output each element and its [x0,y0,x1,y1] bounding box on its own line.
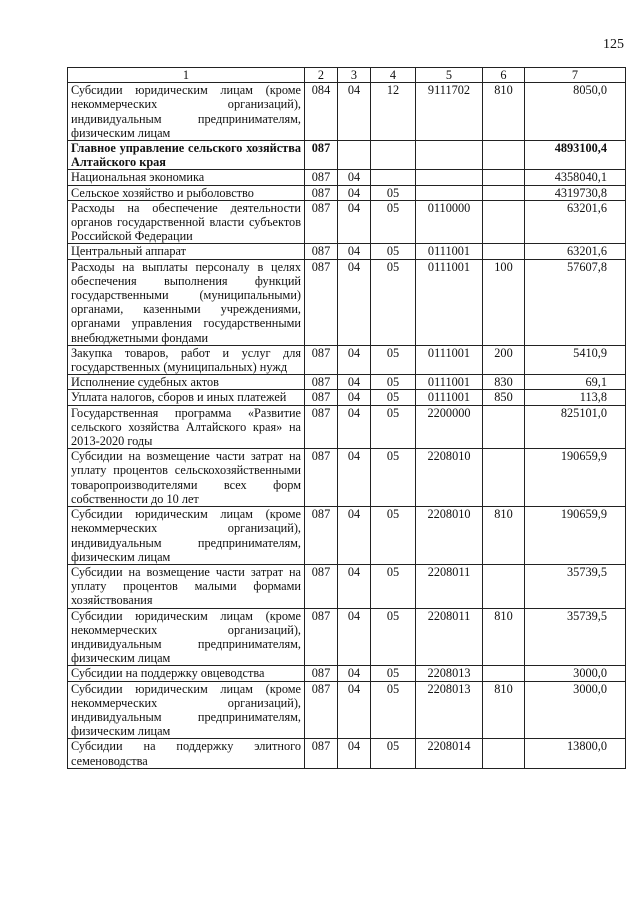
amount-cell: 190659,9 [525,507,626,565]
column-header: 6 [483,68,525,83]
subsection-code-cell: 05 [371,405,416,449]
table-row [68,185,626,200]
amount-cell: 63201,6 [525,244,626,259]
ministry-code-cell: 087 [305,170,338,185]
subsection-code-cell: 05 [371,449,416,507]
table-row [68,200,626,244]
row-name-cell: Государственная программа «Развитие сельского хозяйства Алтайского края» на 2013-2020 годы [68,405,305,449]
ministry-code-cell: 087 [305,244,338,259]
expense-type-cell [483,666,525,681]
section-code-cell: 04 [338,375,371,390]
row-name-cell: Субсидии на поддержку элитного семеноводства [68,739,305,768]
ministry-code-cell: 087 [305,185,338,200]
table-row [68,564,626,608]
row-name-cell: Национальная экономика [68,170,305,185]
ministry-code-cell: 087 [305,345,338,374]
amount-cell: 69,1 [525,375,626,390]
row-name-cell: Субсидии юридическим лицам (кроме некоммерческих организаций), индивидуальным предпринимателям, физическим лицам [68,507,305,565]
target-article-cell: 2208014 [416,739,483,768]
row-name-cell: Уплата налогов, сборов и иных платежей [68,390,305,405]
row-name-cell: Субсидии на возмещение части затрат на уплату процентов сельскохозяйственными товаропроизводителями всех форм собственности до 10 лет [68,449,305,507]
expense-type-cell: 810 [483,83,525,141]
section-code-cell: 04 [338,681,371,739]
table-row [68,608,626,666]
subsection-code-cell: 05 [371,681,416,739]
amount-cell: 4893100,4 [525,141,626,170]
column-header: 4 [371,68,416,83]
table-row [68,83,626,141]
section-code-cell [338,141,371,170]
subsection-code-cell [371,170,416,185]
amount-cell: 825101,0 [525,405,626,449]
target-article-cell: 2208011 [416,564,483,608]
budget-table [67,67,626,769]
subsection-code-cell: 05 [371,666,416,681]
amount-cell: 35739,5 [525,608,626,666]
section-code-cell: 04 [338,739,371,768]
target-article-cell: 2208010 [416,449,483,507]
target-article-cell: 0111001 [416,375,483,390]
section-code-cell: 04 [338,666,371,681]
target-article-cell: 2208011 [416,608,483,666]
ministry-code-cell: 087 [305,666,338,681]
target-article-cell: 0111001 [416,244,483,259]
section-code-cell: 04 [338,170,371,185]
table-row [68,170,626,185]
amount-cell: 3000,0 [525,681,626,739]
subsection-code-cell: 05 [371,390,416,405]
row-name-cell: Центральный аппарат [68,244,305,259]
target-article-cell: 0111001 [416,345,483,374]
table-row [68,141,626,170]
section-code-cell: 04 [338,244,371,259]
subsection-code-cell: 05 [371,507,416,565]
expense-type-cell [483,141,525,170]
row-name-cell: Субсидии юридическим лицам (кроме некоммерческих организаций), индивидуальным предпринимателям, физическим лицам [68,681,305,739]
row-name-cell: Главное управление сельского хозяйства Алтайского края [68,141,305,170]
table-row [68,375,626,390]
expense-type-cell: 200 [483,345,525,374]
table-row [68,507,626,565]
ministry-code-cell: 087 [305,375,338,390]
subsection-code-cell: 05 [371,345,416,374]
section-code-cell: 04 [338,200,371,244]
ministry-code-cell: 087 [305,681,338,739]
ministry-code-cell: 087 [305,608,338,666]
ministry-code-cell: 087 [305,405,338,449]
target-article-cell: 0111001 [416,259,483,345]
ministry-code-cell: 087 [305,200,338,244]
row-name-cell: Субсидии на возмещение части затрат на уплату процентов малыми формами хозяйствования [68,564,305,608]
table-row [68,681,626,739]
column-header: 3 [338,68,371,83]
section-code-cell: 04 [338,449,371,507]
expense-type-cell [483,170,525,185]
ministry-code-cell: 084 [305,83,338,141]
table-row [68,259,626,345]
target-article-cell [416,141,483,170]
ministry-code-cell: 087 [305,390,338,405]
amount-cell: 8050,0 [525,83,626,141]
expense-type-cell [483,449,525,507]
target-article-cell: 2208010 [416,507,483,565]
column-header: 7 [525,68,626,83]
expense-type-cell: 850 [483,390,525,405]
section-code-cell: 04 [338,390,371,405]
amount-cell: 4358040,1 [525,170,626,185]
target-article-cell: 9111702 [416,83,483,141]
column-header: 1 [68,68,305,83]
section-code-cell: 04 [338,185,371,200]
expense-type-cell [483,244,525,259]
target-article-cell: 2208013 [416,681,483,739]
table-row [68,666,626,681]
subsection-code-cell: 05 [371,200,416,244]
amount-cell: 35739,5 [525,564,626,608]
table-row [68,390,626,405]
amount-cell: 113,8 [525,390,626,405]
expense-type-cell: 810 [483,681,525,739]
ministry-code-cell: 087 [305,507,338,565]
expense-type-cell: 100 [483,259,525,345]
ministry-code-cell: 087 [305,564,338,608]
subsection-code-cell: 05 [371,185,416,200]
expense-type-cell: 810 [483,608,525,666]
target-article-cell: 2200000 [416,405,483,449]
subsection-code-cell: 05 [371,564,416,608]
column-header: 2 [305,68,338,83]
table-row [68,405,626,449]
header-row [68,68,626,83]
target-article-cell: 0110000 [416,200,483,244]
page-number: 125 [603,37,624,52]
target-article-cell [416,185,483,200]
row-name-cell: Субсидии юридическим лицам (кроме некоммерческих организаций), индивидуальным предпринимателям, физическим лицам [68,608,305,666]
amount-cell: 57607,8 [525,259,626,345]
amount-cell: 63201,6 [525,200,626,244]
ministry-code-cell: 087 [305,141,338,170]
row-name-cell: Субсидии на поддержку овцеводства [68,666,305,681]
subsection-code-cell [371,141,416,170]
target-article-cell [416,170,483,185]
amount-cell: 5410,9 [525,345,626,374]
subsection-code-cell: 05 [371,608,416,666]
amount-cell: 13800,0 [525,739,626,768]
section-code-cell: 04 [338,564,371,608]
row-name-cell: Сельское хозяйство и рыболовство [68,185,305,200]
column-header: 5 [416,68,483,83]
row-name-cell: Исполнение судебных актов [68,375,305,390]
amount-cell: 4319730,8 [525,185,626,200]
row-name-cell: Расходы на обеспечение деятельности органов государственной власти субъектов Российской Федерации [68,200,305,244]
subsection-code-cell: 05 [371,375,416,390]
subsection-code-cell: 05 [371,739,416,768]
target-article-cell: 0111001 [416,390,483,405]
table-row [68,449,626,507]
section-code-cell: 04 [338,345,371,374]
table-row [68,739,626,768]
expense-type-cell: 830 [483,375,525,390]
expense-type-cell [483,185,525,200]
table-row [68,345,626,374]
ministry-code-cell: 087 [305,449,338,507]
row-name-cell: Расходы на выплаты персоналу в целях обеспечения выполнения функций государственными (муниципальными) органами, казенными учреждениями, органами управления государственными внебюджетными фондами [68,259,305,345]
amount-cell: 3000,0 [525,666,626,681]
subsection-code-cell: 12 [371,83,416,141]
row-name-cell: Закупка товаров, работ и услуг для государственных (муниципальных) нужд [68,345,305,374]
row-name-cell: Субсидии юридическим лицам (кроме некоммерческих организаций), индивидуальным предпринимателям, физическим лицам [68,83,305,141]
section-code-cell: 04 [338,259,371,345]
table-row [68,244,626,259]
ministry-code-cell: 087 [305,259,338,345]
expense-type-cell [483,200,525,244]
section-code-cell: 04 [338,83,371,141]
expense-type-cell [483,739,525,768]
section-code-cell: 04 [338,405,371,449]
target-article-cell: 2208013 [416,666,483,681]
expense-type-cell: 810 [483,507,525,565]
section-code-cell: 04 [338,507,371,565]
subsection-code-cell: 05 [371,244,416,259]
expense-type-cell [483,405,525,449]
ministry-code-cell: 087 [305,739,338,768]
section-code-cell: 04 [338,608,371,666]
expense-type-cell [483,564,525,608]
subsection-code-cell: 05 [371,259,416,345]
amount-cell: 190659,9 [525,449,626,507]
